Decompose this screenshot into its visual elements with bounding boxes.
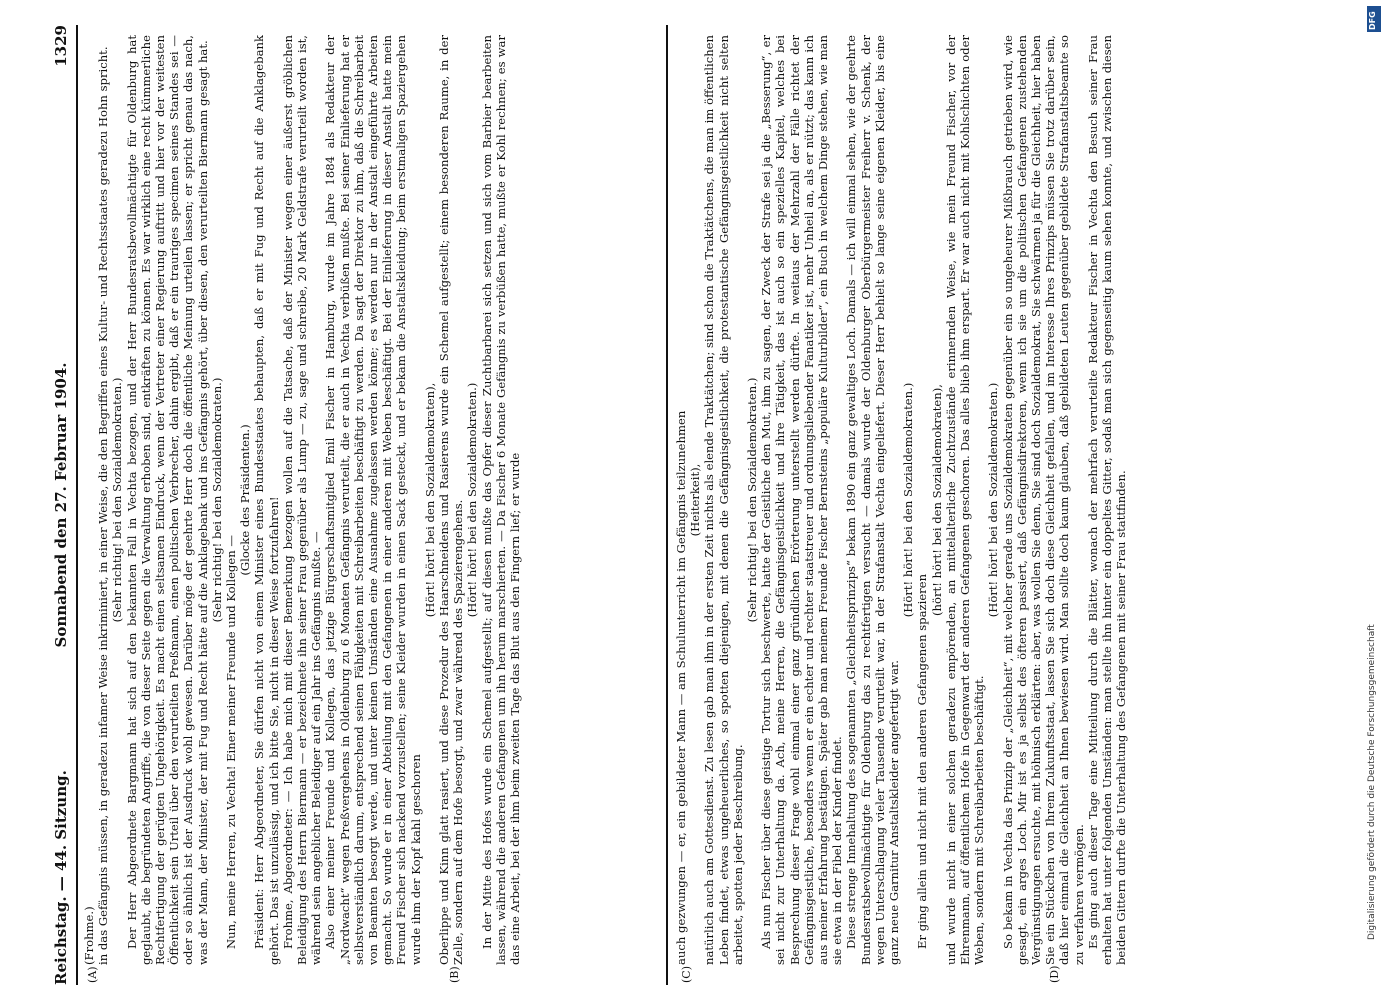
margin-mark-d: (D) — [1048, 965, 1061, 983]
interjection: (Sehr richtig! bei den Sozialdemokraten.) — [110, 377, 125, 623]
paragraph: Er ging allein und nicht mit den anderen Gefangenen spazieren — [915, 573, 930, 949]
interjection: (Sehr richtig! bei den Sozialdemokraten.) — [209, 377, 224, 623]
header-rule — [76, 25, 78, 985]
margin-mark-c: (C) — [680, 966, 693, 983]
digitization-credit — [1367, 80, 1379, 940]
page-number: 1329 — [52, 25, 70, 67]
paragraph: Diese strenge Innehaltung des sogenannten „Gleichheitsprinzips“ bekam 1890 ein ganz gewaltiges Loch. Damals — ich will einmal sehen, wie der geehrte Bundesratsbevollmächtigte für Oldenburg das zu rechtfertigen versucht — damals wurde der Oldenburger Oberbürgermeister Freiherr v. Schenk, der wegen Unterschlagung vieler Tausende verurteilt war, in der Strafanstalt Vechta eingeliefert. Dieser Herr behielt so lange seine eigenen Kleider, bis eine ganz neue Garnitur Anstaltskleider angefertigt war. — [844, 35, 902, 965]
dfg-logo — [1367, 6, 1381, 32]
header-date: Sonnabend den 27. Februar 1904. — [52, 362, 70, 648]
interjection: (hört! hört! bei den Sozialdemokraten), — [929, 384, 944, 616]
paragraph: Der Herr Abgeordnete Bargmann hat sich auf den bekannten Fall in Vechta bezogen, und der Herr Bundesratsbevollmächtigte für Oldenburg hat geglaubt, die begründeten Angriffe, die von dieser Seite gegen die Verwaltung erhoben sind, entkräften zu können. Es war wirklich eine recht kümmerliche Rechtfertigung der gerügten Ungehörigkeit. Es macht einen seltsamen Eindruck, wenn der Vertreter einer Regierung auftritt und hier vor der weitesten Öffentlichkeit sein Urteil über den verurteilten Preßmann, einen politischen Verbrecher, dahin ergibt, daß er ein trauriges specimen seines Standes sei — oder so ähnlich ist der Ausdruck wohl gewesen. Darüber möge der geehrte Herr doch die öffentliche Meinung urteilen lassen; er spricht genau das nach, was der Mann, der Minister, der mit Fug und Recht hätte auf die Anklagebank und ins Gefängnis gehört, über diesen, den verurteilten Biermann gesagt hat. — [124, 35, 210, 965]
paragraph: Also einer meiner Freunde und Kollegen, das jetzige Bürgerschaftsmitglied Emil Fischer in Hamburg, wurde im Jahre 1884 als Redakteur der „Nordwacht“ wegen Preßvergehens in Oldenburg zu 6 Monaten Gefängnis verurteilt, die er auch in Vechta verbüßen mußte. Bei seiner Einlieferung hat er selbstverständlich darum, entsprechend seinen Fähigkeiten mit Schreibarbeiten beschäftigt zu werden. Da sagt der Direktor zu ihm, daß die Schreibarbeit von Beamten besorgt werde, und unter keinen Umständen eine Ausnahme zugelassen werden könne; es werden nur in der Anstalt eingeführte Arbeiten gemacht. So wurde er in einer Abteilung mit den Gefangenen in einer anderen mit Weben beschäftigt. Bei der Einlieferung in dieser Anstalt hatte mein Freund Fischer sich nackend vorzustellen; seine Kleider wurden in einen Sack gesteckt, und er bekam die Anstaltskleidung; beim erstmaligen Spaziergehen wurde ihm der Kopf kahl geschoren — [323, 35, 423, 965]
paragraph-president: Präsident: Herr Abgeordneter, Sie dürfen nicht von einem Minister eines Bundesstaates behaupten, daß er mit Fug und Recht auf die Anklagebank gehört. Das ist unzulässig, und ich bitte Sie, nicht in dieser Weise fortzufahren! — [252, 35, 281, 965]
interjection: (Hört! hört! bei den Sozialdemokraten), — [422, 382, 437, 618]
margin-mark-a: (A) — [86, 966, 99, 983]
interjection: (Hört! hört! bei den Sozialdemokraten.) — [901, 382, 916, 618]
dfg-logo-text: DFG — [1368, 11, 1377, 30]
interjection: (Heiterkeit), — [688, 463, 703, 537]
interjection: (Glocke des Präsidenten.) — [238, 424, 253, 576]
running-header — [48, 25, 74, 985]
column-rule — [666, 25, 668, 985]
paragraph: In der Mitte des Hofes wurde ein Schemel aufgestellt; auf diesen mußte das Opfer dieser Zuchtbarbarei sich setzen und sich vom Barbier bearbeiten lassen, während die anderen Gefangenen um ihn herum marschierten. — Da Fischer 6 Monate Gefängnis zu verbüßen hatte, mußte er Kohl rechnen; es war das eine Arbeit, bei der ihm beim zweiten Tage das Blut aus den Fingern lief; er wurde — [479, 35, 523, 965]
margin-mark-b: (B) — [448, 966, 461, 983]
left-column — [82, 35, 660, 965]
interjection: (Hört! hört! bei den Sozialdemokraten.) — [986, 382, 1001, 618]
right-column — [674, 35, 1334, 965]
digitization-credit-text: Digitalisierung gefördert durch die Deutsche Forschungsgemeinschaft — [1367, 624, 1377, 940]
paragraph: Oberlippe und Kinn glatt rasiert, und diese Prozedur des Haarschneidens und Rasierens wurde ein Schemel aufgestellt; einem besonderen Raume, in der Zelle, sondern auf dem Hofe besorgt, und zwar während des Spazierengehens. — [437, 35, 466, 965]
interjection: (Hört! hört! bei den Sozialdemokraten.) — [465, 382, 480, 618]
paragraph: So bekam in Vechta das Prinzip der „Gleichheit“, mit welcher gerade uns Sozialdemokraten gegenüber ein so ungeheurer Mißbrauch getrieben wird, wie gesagt, ein arges Loch. Mir ist es ja selbst des öfteren passiert, daß Gefängnisdirektoren, wenn ich sie um die politischen Gefangenen zustehenden Vergünstigungen ersuchte, mit höhnisch erklärten: aber, was wollen Sie denn, Sie sind doch Sozialdemokrat, Sie schwärmen ja für die Gleichheit, hier haben Sie ein Stückchen von Ihrem Zukunftsstaat, lassen Sie sich doch diese Gleichheit gefallen, und im Interesse Ihres Prinzips müssen Sie trotz darüber sein, daß hier einmal die Gleichheit an Ihnen bewiesen wird. Man sollte doch kaum glauben, daß gebildeten Leuten gegenüber gebildete Strafanstaltsbeamte so zu verfahren vermögen. — [1000, 35, 1086, 965]
paragraph: in das Gefängnis müssen, in geradezu infamer Weise inkriminiert, in einer Weise, die den Begriffen eines Kultur- und Rechtsstaates geradezu Hohn spricht. — [96, 46, 111, 965]
paragraph: Als nun Fischer über diese geistige Tortur sich beschwerte, hatte der Geistliche den Mut, ihm zu sagen, der Zweck der Strafe sei ja die „Besserung“, er sei nicht zur Unterhaltung da. Ach, meine Herren, die Gefängnisgeistlichkeit und ihre Tätigkeit, das ist auch so ein spezielles Kapitel, welches bei Besprechung dieser Frage wohl einmal einer ganz gründlichen Erörterung unterstellt werden dürfte. In weitaus der Mehrzahl der Fälle richtet der Gefängnisgeistliche, besonders wenn er ein echter und rechter staatstreuer und ordnungsliebender Fanatiker ist, mehr Unheil an, als er nützt; das kann ich aus meiner Erfahrung bestätigen. Später gab man meinem Freunde Fischer Bernsteins „populäre Kulturbilder“, ein Buch in welchem Dinge stehen, wie man sie etwa in der Fibel der Kinder findet. — [759, 35, 845, 965]
paragraph: natürlich auch am Gottesdienst. Zu lesen gab man ihm in der ersten Zeit nichts als elende Traktätchen; sind schon die Traktätchens, die man im öffentlichen Leben findet, etwas ungeheuerliches, so spotten diejenigen, mit denen die Gefängnisgeistlichkeit, die protestantische Gefängnisgeistlichkeit nicht selten arbeitet, spotten jeder Beschreibung. — [702, 35, 745, 965]
paragraph-frohme: Frohme, Abgeordneter: — Ich habe mich mit dieser Bemerkung bezogen wollen auf die Tatsache, daß der Minister wegen einer äußerst gröblichen Beleidigung des Herrn Biermann — er bezeichnete ihn seiner Frau gegenüber als Lump — zu, sage und schreibe, 20 Mark Geldstrafe verurteilt worden ist, während sein angeblicher Beleidiger auf ein Jahr ins Gefängnis mußte. — — [280, 35, 324, 965]
paragraph: Es ging auch dieser Tage eine Mitteilung durch die Blätter, wonach der mehrfach verurteilte Redakteur Fischer in Vechta den Besuch seiner Frau erhalten hat unter folgenden Umständen: man stellte ihn hinter ein doppeltes Gitter, sodaß man sich gegenseitig kaum sehen konnte, und zwischen diesen beiden Gittern durfte die Unterhaltung des Gefangenen mit seiner Frau stattfinden. — [1085, 35, 1129, 965]
paragraph: Nun, meine Herren, zu Vechta! Einer meiner Freunde und Kollegen — — [224, 535, 239, 949]
page-content — [48, 25, 1338, 985]
paragraph: auch gezwungen — er, ein gebildeter Mann — am Schulunterricht im Gefängnis teilzunehmen — [674, 410, 688, 965]
speaker-tag: (Frohme.) — [82, 906, 96, 965]
header-left: Reichstag. — 44. Sitzung. — [52, 770, 70, 985]
paragraph: und wurde nicht in einer solchen geradezu empörenden, an mittelalterliche Zuchtzustände erinnernden Weise, wie mein Freund Fischer, vor der Ehrenmann, auf öffentlichem Hofe in Gegenwart der anderen Gefangenen geschoren. Das alles blieb ihm erspart. Er war auch nicht mit Kohlschichten oder Weben, sondern mit Schreibarbeiten beschäftigt. — [943, 35, 987, 965]
interjection: (Sehr richtig! bei den Sozialdemokraten.) — [745, 377, 760, 623]
